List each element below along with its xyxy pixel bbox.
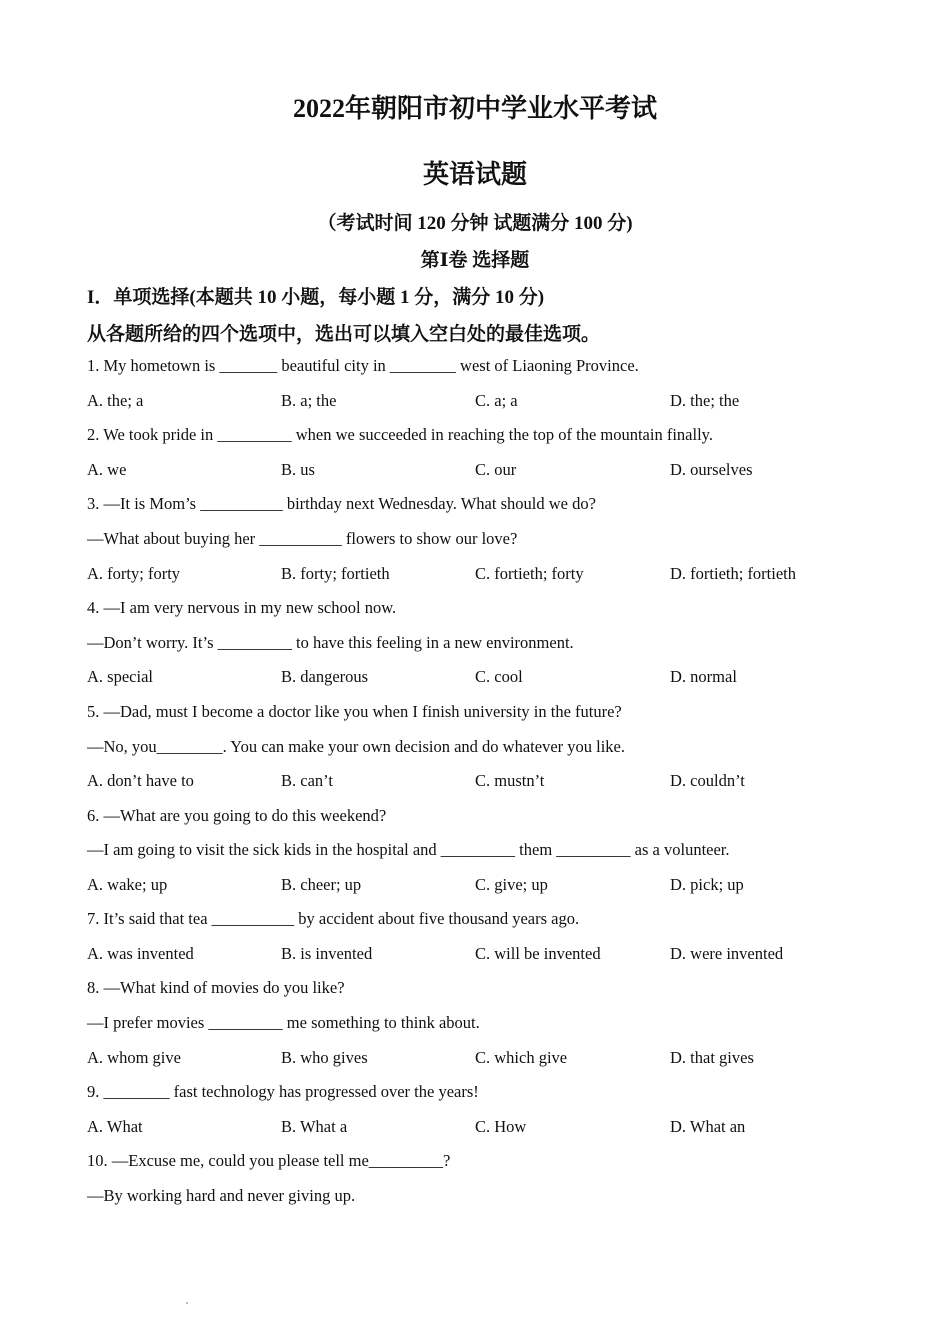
question-5-option-b: B. can’t bbox=[281, 771, 333, 790]
question-2-option-a: A. we bbox=[87, 460, 127, 479]
question-5-reply: —No, you________. You can make your own decision and do whatever you like. bbox=[87, 737, 625, 756]
question-6-option-d: D. pick; up bbox=[670, 875, 744, 894]
question-4-option-a: A. special bbox=[87, 667, 153, 686]
question-1-option-a: A. the; a bbox=[87, 391, 144, 410]
question-2-option-d: D. ourselves bbox=[670, 460, 753, 479]
question-3-option-d: D. fortieth; fortieth bbox=[670, 564, 797, 583]
question-7-option-d: D. were invented bbox=[670, 944, 784, 963]
question-3-reply: —What about buying her __________ flowers to show our love? bbox=[87, 529, 518, 548]
page-mark bbox=[186, 1302, 188, 1304]
question-1-option-d: D. the; the bbox=[670, 391, 740, 410]
question-9-option-c: C. How bbox=[475, 1117, 527, 1136]
question-8-reply: —I prefer movies _________ me something to think about. bbox=[87, 1013, 480, 1032]
question-2-option-b: B. us bbox=[281, 460, 315, 479]
question-5-option-d: D. couldn’t bbox=[670, 771, 745, 790]
question-7-option-b: B. is invented bbox=[281, 944, 373, 963]
question-4-option-d: D. normal bbox=[670, 667, 737, 686]
question-4-option-c: C. cool bbox=[475, 667, 523, 686]
question-5-text: 5. —Dad, must I become a doctor like you when I finish university in the future? bbox=[87, 702, 622, 721]
question-10-reply: —By working hard and never giving up. bbox=[87, 1186, 356, 1205]
question-3-text: 3. —It is Mom’s __________ birthday next Wednesday. What should we do? bbox=[87, 494, 596, 513]
question-1-text: 1. My hometown is _______ beautiful city in ________ west of Liaoning Province. bbox=[87, 356, 639, 375]
question-5-option-c: C. mustn’t bbox=[475, 771, 545, 790]
question-6-option-b: B. cheer; up bbox=[281, 875, 362, 894]
question-9-option-b: B. What a bbox=[281, 1117, 348, 1136]
question-6-text: 6. —What are you going to do this weekend? bbox=[87, 806, 387, 825]
question-8-text: 8. —What kind of movies do you like? bbox=[87, 978, 345, 997]
question-3-option-c: C. fortieth; forty bbox=[475, 564, 584, 583]
question-10-text: 10. —Excuse me, could you please tell me_________? bbox=[87, 1151, 451, 1170]
question-3-option-a: A. forty; forty bbox=[87, 564, 181, 583]
question-2-text: 2. We took pride in _________ when we succeeded in reaching the top of the mountain finally. bbox=[87, 425, 713, 444]
question-5-option-a: A. don’t have to bbox=[87, 771, 194, 790]
question-8-option-a: A. whom give bbox=[87, 1048, 181, 1067]
exam-time-note: （考试时间 120 分钟 试题满分 100 分) bbox=[317, 213, 633, 234]
question-7-option-a: A. was invented bbox=[87, 944, 194, 963]
question-7-text: 7. It’s said that tea __________ by accident about five thousand years ago. bbox=[87, 909, 580, 928]
question-2-option-c: C. our bbox=[475, 460, 517, 479]
question-9-option-d: D. What an bbox=[670, 1117, 746, 1136]
question-4-option-b: B. dangerous bbox=[281, 667, 369, 686]
question-1-option-b: B. a; the bbox=[281, 391, 337, 410]
question-8-option-c: C. which give bbox=[475, 1048, 568, 1067]
section-instruction: 从各题所给的四个选项中，选出可以填入空白处的最佳选项。 bbox=[87, 324, 601, 345]
volume-heading: 第Ⅰ卷 选择题 bbox=[420, 250, 530, 271]
question-8-option-d: D. that gives bbox=[670, 1048, 754, 1067]
question-1-option-c: C. a; a bbox=[475, 391, 518, 410]
question-6-option-c: C. give; up bbox=[475, 875, 548, 894]
exam-title: 2022年朝阳市初中学业水平考试 bbox=[292, 94, 657, 123]
question-6-reply: —I am going to visit the sick kids in the hospital and _________ them _________ as a volunteer. bbox=[87, 840, 730, 859]
question-9-option-a: A. What bbox=[87, 1117, 143, 1136]
question-4-text: 4. —I am very nervous in my new school now. bbox=[87, 598, 397, 617]
section-heading: I．单项选择(本题共 10 小题，每小题 1 分，满分 10 分) bbox=[87, 287, 545, 308]
subject-title: 英语试题 bbox=[422, 160, 527, 189]
question-3-option-b: B. forty; fortieth bbox=[281, 564, 390, 583]
question-7-option-c: C. will be invented bbox=[475, 944, 601, 963]
question-9-text: 9. ________ fast technology has progressed over the years! bbox=[87, 1082, 479, 1101]
question-4-reply: —Don’t worry. It’s _________ to have this feeling in a new environment. bbox=[87, 633, 574, 652]
question-6-option-a: A. wake; up bbox=[87, 875, 168, 894]
question-8-option-b: B. who gives bbox=[281, 1048, 368, 1067]
